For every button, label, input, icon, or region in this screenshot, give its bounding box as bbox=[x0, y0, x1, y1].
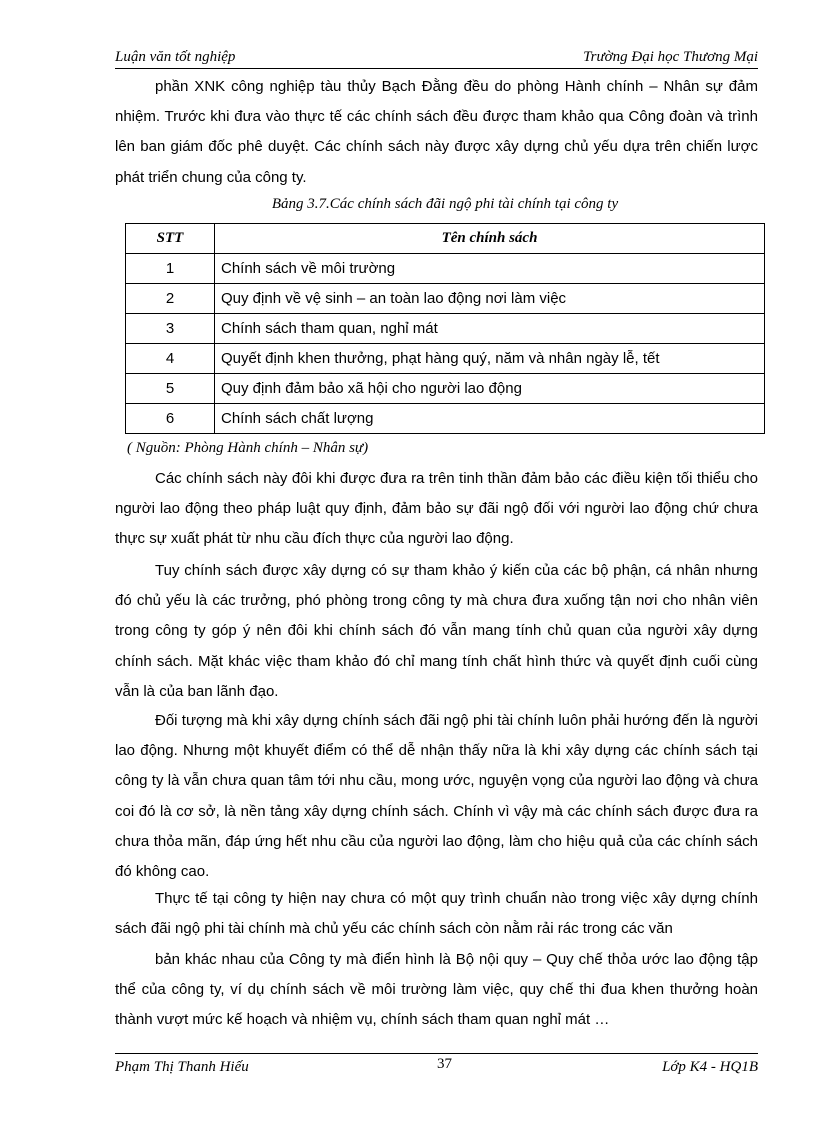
table-source-note: ( Nguồn: Phòng Hành chính – Nhân sự) bbox=[127, 440, 369, 456]
row-policy-name: Quy định về vệ sinh – an toàn lao động nơi làm việc bbox=[215, 284, 765, 314]
header-thesis-label: Luận văn tốt nghiệp bbox=[115, 49, 236, 65]
footer-author: Phạm Thị Thanh Hiếu bbox=[115, 1059, 249, 1075]
table-row bbox=[126, 374, 765, 404]
row-stt: 4 bbox=[126, 344, 215, 374]
page-header bbox=[115, 48, 758, 69]
table-row bbox=[126, 284, 765, 314]
paragraph-documents: bản khác nhau của Công ty mà điển hình là Bộ nội quy – Quy chế thỏa ước lao động tập thể của công ty, ví dụ chính sách về môi trường làm việc, quy chế thi đua khen thưởng hoàn thành vượt mức kế hoạch và nhiệm vụ, chính sách tham quan nghỉ mát … bbox=[115, 951, 758, 1029]
row-policy-name: Quy định đảm bảo xã hội cho người lao động bbox=[215, 374, 765, 404]
paragraph-consultation: Tuy chính sách được xây dựng có sự tham khảo ý kiến của các bộ phận, cá nhân nhưng đó chủ yếu là các trưởng, phó phòng trong công ty mà chưa đưa xuống tận nơi cho nhân viên trong công ty góp ý nên đôi khi chính sách đó vẫn mang tính chủ quan của người xây dựng chính sách. Mặt khác việc tham khảo đó chỉ mang tính chất hình thức và quyết định cuối cùng vẫn là của ban lãnh đạo. bbox=[115, 562, 758, 700]
page-footer bbox=[115, 1053, 758, 1078]
row-stt: 2 bbox=[126, 284, 215, 314]
table-caption: Bảng 3.7.Các chính sách đãi ngộ phi tài chính tại công ty bbox=[271, 196, 619, 212]
header-stt: STT bbox=[126, 224, 215, 254]
row-policy-name: Chính sách về môi trường bbox=[215, 254, 765, 284]
paragraph-minimum-conditions: Các chính sách này đôi khi được đưa ra trên tinh thần đảm bảo các điều kiện tối thiểu cho người lao động theo pháp luật quy định, đảm bảo sự đãi ngộ đối với người lao động chứ chưa thực sự xuất phát từ nhu cầu đích thực của người lao động. bbox=[115, 470, 758, 548]
row-stt: 1 bbox=[126, 254, 215, 284]
row-stt: 5 bbox=[126, 374, 215, 404]
footer-class: Lớp K4 - HQ1B bbox=[662, 1059, 758, 1075]
paragraph-intro: phần XNK công nghiệp tàu thủy Bạch Đằng đều do phòng Hành chính – Nhân sự đảm nhiệm. Trước khi đưa vào thực tế các chính sách đều được tham khảo qua Công đoàn và trình lên ban giám đốc phê duyệt. Các chính sách này được xây dựng chủ yếu dựa trên chiến lược phát triển chung của công ty. bbox=[115, 78, 758, 186]
paragraph-no-standard-process: Thực tế tại công ty hiện nay chưa có một quy trình chuẩn nào trong việc xây dựng chính sách đãi ngộ phi tài chính mà chủ yếu các chính sách còn nằm rải rác trong các văn bbox=[115, 890, 758, 938]
header-university-label: Trường Đại học Thương Mại bbox=[583, 49, 758, 65]
row-policy-name: Chính sách chất lượng bbox=[215, 404, 765, 434]
table-header-row bbox=[126, 224, 765, 254]
row-stt: 3 bbox=[126, 314, 215, 344]
row-stt: 6 bbox=[126, 404, 215, 434]
header-policy-name: Tên chính sách bbox=[215, 224, 765, 254]
table-row bbox=[126, 254, 765, 284]
page-number: 37 bbox=[437, 1056, 452, 1072]
row-policy-name: Chính sách tham quan, nghỉ mát bbox=[215, 314, 765, 344]
table-row bbox=[126, 344, 765, 374]
table-row bbox=[126, 314, 765, 344]
policy-table bbox=[125, 223, 765, 434]
paragraph-target-employees: Đối tượng mà khi xây dựng chính sách đãi ngộ phi tài chính luôn phải hướng đến là người lao động. Nhưng một khuyết điểm có thể dễ nhận thấy nữa là khi xây dựng các chính sách tại công ty là vẫn chưa quan tâm tới nhu cầu, mong ước, nguyện vọng của người lao động và chưa coi đó là cơ sở, là nền tảng xây dựng chính sách. Chính vì vậy mà các chính sách được đưa ra chưa thỏa mãn, đáp ứng hết nhu cầu của người lao động, làm cho hiệu quả của các chính sách đó không cao. bbox=[115, 712, 758, 881]
table-row bbox=[126, 404, 765, 434]
row-policy-name: Quyết định khen thưởng, phạt hàng quý, năm và nhân ngày lễ, tết bbox=[215, 344, 765, 374]
